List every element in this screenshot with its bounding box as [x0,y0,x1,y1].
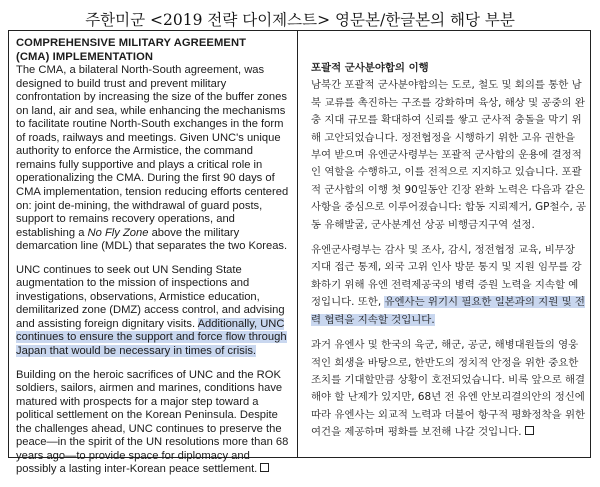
english-p3-text: Building on the heroic sacrifices of UNC and the ROK soldiers, sailors, airmen and marines, conditions have matured with prospects for a major step toward a political settlement on the Korean Peninsula. Despite the challenges ahead, UNC continues to preserve the peace—in the spirit of the UN resolutions more than 68 years ago—to provide space for diplomacy and possibly a lasting inter-Korean peace settlement. [16,368,289,476]
end-mark-box-icon [260,463,269,472]
english-paragraph-1 [16,64,292,254]
korean-p2-highlight: 유엔사는 위기시 필요한 일본과의 지원 및 전력 협력을 지속할 것입니다. [311,296,585,326]
korean-p1-text: 남북간 포괄적 군사분야합의는 도로, 철도 및 회의를 통한 남북 교류를 촉진하는 구조를 강화하며 육상, 해상 및 공중의 완충 지대 규모를 확대하여 신뢰를 쌓고 군사적 충돌을 막기 위해 고안되었습니다. 정전협정을 시행하기 위한 고유 권한을 부여 받으며 유엔군사령부는 포괄적 군사합의 운용에 결정적인 역할을 수행하고, 이를 전적으로 지지하고 있습니다. 포괄적 군사합의 이행 첫 90일동안 긴장 완화 노력은 다음과 같은 사항을 중심으로 이루어졌습니다: 합동 지뢰제거, GP철수, 공동 유해발굴, 군사분계선 상공 비행금지구역 설정. [311,79,587,231]
english-heading [16,37,292,64]
english-p2-highlight: Additionally, UNC continues to ensure the support and force flow through Japan that would be necessary in times of crisis. [16,317,287,358]
english-p1-end: above the military demarcation line (MDL) that separates the two Koreas. [16,226,288,253]
english-column [16,37,292,487]
english-heading-line-2: (CMA) IMPLEMENTATION [16,50,154,63]
korean-paragraph-1 [311,77,587,234]
english-paragraph-3 [16,369,292,477]
english-p1-italic: No Fly Zone [87,226,149,239]
korean-heading: 포괄적 군사분야합의 이행 [311,62,429,74]
column-divider [297,30,298,458]
english-p2-text: UNC continues to seek out UN Sending State augmentation to the mission of inspections and investigations, observations, Armistice education, demilitarized zone (DMZ) access control, and advising and assisting foreign dignitary visits. [16,263,285,330]
korean-p2-text: 유엔군사령부는 감사 및 조사, 감시, 정전협정 교육, 비무장 지대 접근 통제, 외국 고위 인사 방문 통지 및 지원 임무를 강화하기 위해 유엔 전력제공국의 병력 증원 노력을 지속할 예정입니다. 또한, [311,244,582,309]
end-mark-box-icon [525,426,534,435]
english-p1-text: The CMA, a bilateral North-South agreement, was designed to build trust and prevent military confrontation by increasing the size of the buffer zones on land, air and sea, while enhancing the mechanisms to facilitate routine North-South exchanges in the form of roads, railways and meetings. Given UNC's unique authority to enforce the Armistice, the command remains fully supportive and plays a critical role in operationalizing the CMA. During the first 90 days of CMA implementation, tension reducing efforts centered on: joint de-mining, the withdrawal of guard posts, support to remains recovery operations, and establishing a [16,64,289,239]
english-heading-line-1: COMPREHENSIVE MILITARY AGREEMENT [16,37,247,49]
korean-paragraph-2 [311,242,587,329]
page-title: 주한미군 <2019 전략 다이제스트> 영문본/한글본의 해당 부분 [85,11,515,29]
english-paragraph-2 [16,264,292,359]
korean-paragraph-3 [311,337,587,441]
korean-p3-text: 과거 유엔사 및 한국의 육군, 해군, 공군, 해병대원들의 영웅적인 희생을 바탕으로, 한반도의 정치적 안정을 위한 중요한 조치를 기대할만큼 상황이 호전되었습니다. 비록 앞으로 해결해야 할 난제가 있지만, 68년 전 유엔 안보리결의안의 정신에 따라 유엔사는 외교적 노력과 더불어 항구적 평화정착을 위한 여건을 제공하며 평화를 보전해 나갈 것입니다. [311,339,586,439]
korean-column [311,60,587,450]
